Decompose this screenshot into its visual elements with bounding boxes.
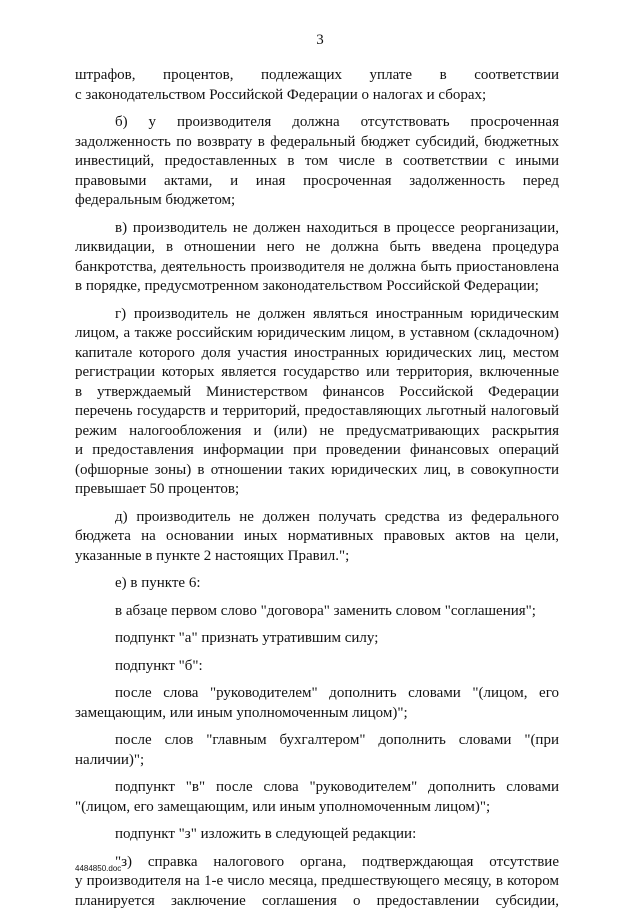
text-line: федеральным бюджетом; xyxy=(75,191,559,211)
text-line: замещающим, или иным уполномоченным лицом)"; xyxy=(75,704,559,724)
text-line: планируется заключение соглашения о предоставлении субсидии, xyxy=(75,892,559,911)
paragraph-gap xyxy=(75,594,559,602)
document-footer: 4484850.doc xyxy=(75,864,121,874)
paragraph-gap xyxy=(75,211,559,219)
text-line: в утверждаемый Министерством финансов Российской Федерации xyxy=(75,383,559,403)
text-line: б) у производителя должна отсутствовать просроченная xyxy=(75,113,559,133)
text-line: штрафов, процентов, подлежащих уплате в соответствии xyxy=(75,66,559,86)
text-line: лицом, а также российским юридическим лицом, в уставном (складочном) xyxy=(75,324,559,344)
text-line: г) производитель не должен являться иностранным юридическим xyxy=(75,305,559,325)
text-line: д) производитель не должен получать средства из федерального xyxy=(75,508,559,528)
paragraph-gap xyxy=(75,621,559,629)
text-line: у производителя на 1-е число месяца, предшествующего месяцу, в котором xyxy=(75,872,559,892)
text-line: после слова "руководителем" дополнить словами "(лицом, его xyxy=(75,684,559,704)
text-line: бюджета на основании иных нормативных правовых актов на цели, xyxy=(75,527,559,547)
text-line: наличии)"; xyxy=(75,751,559,771)
text-line: с законодательством Российской Федерации о налогах и сборах; xyxy=(75,86,559,106)
text-line: капитале которого доля участия иностранных юридических лиц, местом xyxy=(75,344,559,364)
text-line: подпункт "а" признать утратившим силу; xyxy=(75,629,559,649)
text-line: регистрации которых является государство или территория, включенные xyxy=(75,363,559,383)
document-body xyxy=(75,66,559,911)
paragraph-gap xyxy=(75,723,559,731)
paragraph-gap xyxy=(75,566,559,574)
text-line: подпункт "в" после слова "руководителем" дополнить словами xyxy=(75,778,559,798)
paragraph-gap xyxy=(75,297,559,305)
text-line: (офшорные зоны) в отношении таких юридических лиц, в совокупности xyxy=(75,461,559,481)
text-line: правовыми актами, и иная просроченная задолженность перед xyxy=(75,172,559,192)
text-line: подпункт "з" изложить в следующей редакции: xyxy=(75,825,559,845)
text-line: "з) справка налогового органа, подтверждающая отсутствие xyxy=(75,853,559,873)
paragraph-gap xyxy=(75,676,559,684)
page-number: 3 xyxy=(0,30,640,50)
text-line: задолженность по возврату в федеральный бюджет субсидий, бюджетных xyxy=(75,133,559,153)
paragraph-gap xyxy=(75,845,559,853)
text-line: перечень государств и территорий, предоставляющих льготный налоговый xyxy=(75,402,559,422)
text-line: после слов "главным бухгалтером" дополнить словами "(при xyxy=(75,731,559,751)
text-line: банкротства, деятельность производителя не должна быть приостановлена xyxy=(75,258,559,278)
text-line: и предоставления информации при проведении финансовых операций xyxy=(75,441,559,461)
text-line: инвестиций, предоставленных в том числе в соответствии с иными xyxy=(75,152,559,172)
text-line: указанные в пункте 2 настоящих Правил."; xyxy=(75,547,559,567)
paragraph-gap xyxy=(75,500,559,508)
text-line: в) производитель не должен находиться в процессе реорганизации, xyxy=(75,219,559,239)
text-line: е) в пункте 6: xyxy=(75,574,559,594)
text-line: в порядке, предусмотренном законодательством Российской Федерации; xyxy=(75,277,559,297)
text-line: подпункт "б": xyxy=(75,657,559,677)
paragraph-gap xyxy=(75,649,559,657)
paragraph-gap xyxy=(75,817,559,825)
paragraph-gap xyxy=(75,105,559,113)
text-line: режим налогообложения и (или) не предусматривающих раскрытия xyxy=(75,422,559,442)
text-line: "(лицом, его замещающим, или иным уполномоченным лицом)"; xyxy=(75,798,559,818)
paragraph-gap xyxy=(75,770,559,778)
text-line: в абзаце первом слово "договора" заменить словом "соглашения"; xyxy=(75,602,559,622)
text-line: ликвидации, в отношении него не должна быть введена процедура xyxy=(75,238,559,258)
text-line: превышает 50 процентов; xyxy=(75,480,559,500)
